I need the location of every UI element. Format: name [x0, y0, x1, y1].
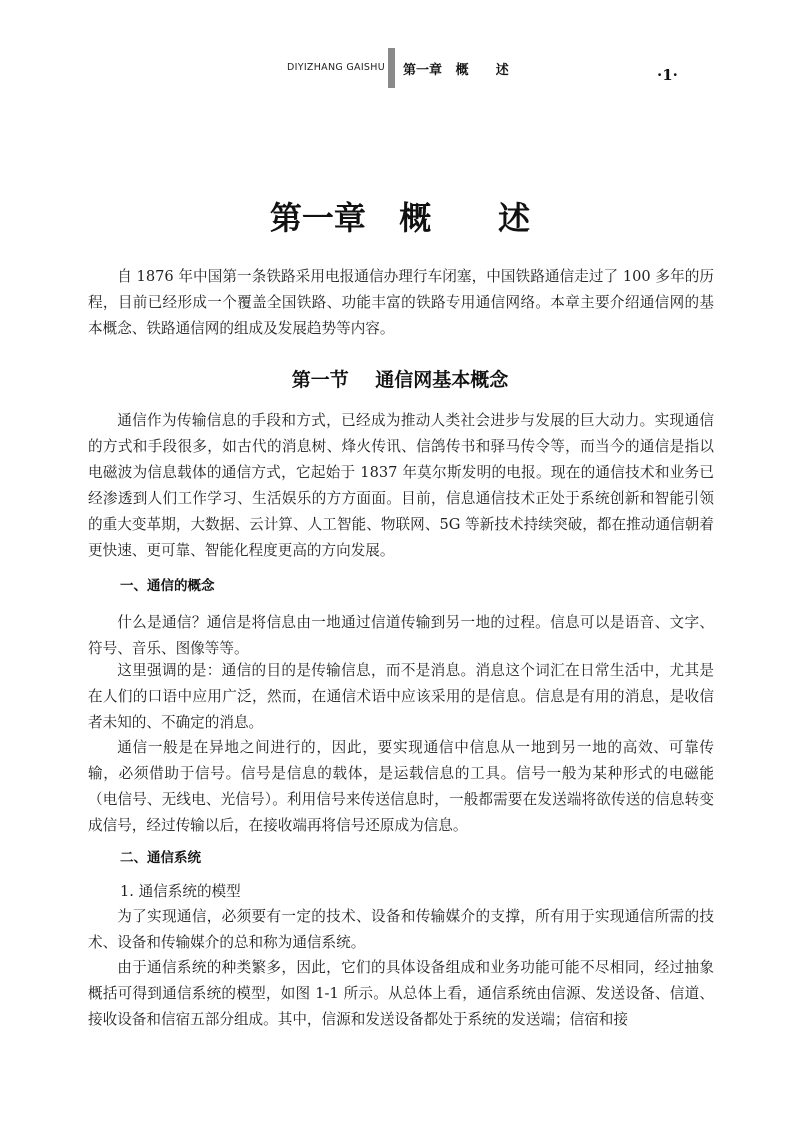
header-chapter-title: 第一章 概 述 — [403, 63, 509, 78]
subsection-heading-system: 二、通信系统 — [120, 850, 201, 866]
subsection-heading-concept: 一、通信的概念 — [120, 578, 215, 594]
section-paragraph: 通信作为传输信息的手段和方式，已经成为推动人类社会进步与发展的巨大动力。实现通信的方式和手段很多，如古代的消息树、烽火传讯、信鸽传书和驿马传令等，而当今的通信是指以电磁波为信息载体的通信方式，它起始于 1837 年莫尔斯发明的电报。现在的通信技术和业务已经渗透到人们工作学习、生活娱乐的方方面面。目前，信息通信技术正处于系统创新和智能引领的重大变革期，大数据、云计算、人工智能、物联网、5G 等新技术持续突破，都在推动通信朝着更快速、更可靠、智能化程度更高的方向发展。 — [88, 412, 714, 559]
header-divider-bar — [388, 48, 395, 88]
system-paragraph-1: 为了实现通信，必须要有一定的技术、设备和传输媒介的支撑，所有用于实现通信所需的技术、设备和传输媒介的总和称为通信系统。 — [88, 908, 714, 951]
section-title: 第一节 通信网基本概念 — [291, 369, 509, 391]
intro-paragraph: 自 1876 年中国第一条铁路采用电报通信办理行车闭塞，中国铁路通信走过了 100 多年的历程，目前已经形成一个覆盖全国铁路、功能丰富的铁路专用通信网络。本章主要介绍通信网的基本概念、铁路通信网的组成及发展趋势等内容。 — [88, 268, 714, 337]
page-number: ·1· — [657, 66, 678, 84]
header-pinyin: DIYIZHANG GAISHU — [287, 62, 385, 73]
chapter-title: 第一章 概 述 — [269, 199, 531, 237]
concept-paragraph-3: 通信一般是在异地之间进行的，因此，要实现通信中信息从一地到另一地的高效、可靠传输，必须借助于信号。信号是信息的载体，是运载信息的工具。信号一般为某种形式的电磁能（电信号、无线电、光信号）。利用信号来传送信息时，一般都需要在发送端将欲传送的信息转变成信号，经过传输以后，在接收端再将信号还原成为信息。 — [88, 739, 714, 834]
concept-paragraph-1: 什么是通信？通信是将信息由一地通过信道传输到另一地的过程。信息可以是语音、文字、符号、音乐、图像等等。 — [88, 614, 714, 657]
list-item-system-model: 1. 通信系统的模型 — [120, 883, 241, 900]
concept-paragraph-2: 这里强调的是：通信的目的是传输信息，而不是消息。消息这个词汇在日常生活中，尤其是在人们的口语中应用广泛，然而，在通信术语中应该采用的是信息。信息是有用的消息，是收信者未知的、不确定的消息。 — [88, 662, 714, 731]
system-paragraph-2: 由于通信系统的种类繁多，因此，它们的具体设备组成和业务功能可能不尽相同，经过抽象概括可得到通信系统的模型，如图 1-1 所示。从总体上看，通信系统由信源、发送设备、信道、接收设备和信宿五部分组成。其中，信源和发送设备都处于系统的发送端；信宿和接 — [88, 959, 714, 1028]
